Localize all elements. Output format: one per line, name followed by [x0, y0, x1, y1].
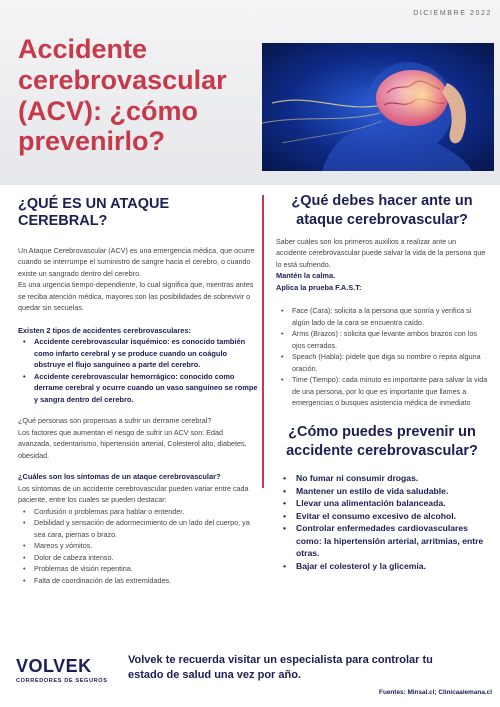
- calm-text: Mantén la calma.: [276, 271, 336, 281]
- section-title-prevent: ¿Cómo puedes prevenir un accidente cerebrovascular?: [286, 423, 478, 459]
- brain-figure-icon: [262, 43, 494, 171]
- date-label: DICIEMBRE 2022: [413, 10, 492, 17]
- intro-paragraph: Un Ataque Cerebrovascular (ACV) es una emergencia médica, que ocurre cuando se interrumpe el suministro de sangre hacia el cerebro, o cuando existe un sangrado dentro del cerebro.: [18, 245, 255, 278]
- prevent-list: [276, 472, 488, 572]
- list-item: • Dolor de cabeza intenso.: [18, 552, 258, 564]
- right-column: [276, 192, 488, 572]
- company-logo: [16, 656, 126, 684]
- list-item: • Llevar una alimentación balanceada.: [276, 497, 488, 510]
- column-divider: [262, 195, 264, 488]
- section-title-what-is: ¿QUÉ ES UN ATAQUE CEREBRAL?: [18, 196, 170, 230]
- risk-question: ¿Qué personas son propensas a sufrir un derrame cerebral?: [18, 416, 212, 426]
- first-aid-intro: Saber cuáles son los primeros auxilios a realizar ante un accidente cerebrovascular puede salvar la vida de la persona que lo está sufriendo.: [276, 236, 486, 269]
- fast-text: Aplica la prueba F.A.S.T:: [276, 282, 362, 292]
- footer-message: Volvek te recuerda visitar un especialista para controlar tu estado de salud una vez por año.: [128, 654, 433, 681]
- logo-subtitle: CORREDORES DE SEGUROS: [16, 678, 108, 684]
- list-item: • Falta de coordinación de las extremidades.: [18, 575, 258, 587]
- list-item: • Controlar enfermedades cardiovasculares como: la hipertensión arterial, arritmias, entre otras.: [276, 522, 488, 560]
- list-item: • Confusión o problemas para hablar o entender.: [18, 506, 258, 518]
- logo-word: VOLVEK: [16, 656, 92, 676]
- list-item: • Mareos y vómitos.: [18, 540, 258, 552]
- list-item: • Time (Tiempo): cada minuto es importante para salvar la vida de una persona, por lo que es importante que llames a emergencias o busques asistencia médica de inmediato: [276, 374, 488, 409]
- list-item: • Arms (Brazos) : solicita que levante ambos brazos con los ojos cerrados.: [276, 328, 488, 351]
- list-item: • Speach (Habla): pídele que diga su nombre o repita alguna oración.: [276, 351, 488, 374]
- symptoms-intro: Los síntomas de un accidente cerebrovascular pueden variar entre cada paciente, entre los cuales se pueden destacar:: [18, 483, 249, 505]
- intro-paragraph-2: Es una urgencia tiempo-dependiente, lo cual significa que, mientras antes se reciba atención médica, mayores son las posibilidades de sobrevivir o quedar sin secuelas.: [18, 280, 254, 313]
- page-title: Accidente cerebrovascular (ACV): ¿cómo prevenirlo?: [18, 34, 227, 157]
- header: [0, 0, 500, 185]
- brain-illustration: [262, 43, 494, 171]
- symptoms-list: [18, 506, 258, 587]
- list-item: • Accidente cerebrovascular isquémico: es conocido también como infarto cerebral y se produce cuando un coágulo obstruye el flujo sanguíneo a parte del cerebro.: [18, 336, 258, 371]
- list-item: • Accidente cerebrovascular hemorrágico: conocido como derrame cerebral y ocurre cuando un vaso sanguíneo se rompe y sangra dentro del cerebro.: [18, 371, 258, 406]
- list-item: • Evitar el consumo excesivo de alcohol.: [276, 510, 488, 523]
- types-list: [18, 336, 258, 405]
- left-column: [18, 196, 258, 586]
- list-item: • Mantener un estilo de vida saludable.: [276, 485, 488, 498]
- list-item: • Problemas de visión repentina.: [18, 563, 258, 575]
- sources-text: Fuentes: Minsal.cl; Clinicaalemana.cl: [379, 689, 492, 696]
- list-item: • Debilidad y sensación de adormecimiento de un lado del cuerpo, ya sea cara, piernas o brazo.: [18, 517, 258, 540]
- section-title-what-to-do: ¿Qué debes hacer ante un ataque cerebrovascular?: [291, 193, 473, 228]
- risk-text: Los factores que aumentan el riesgo de sufrir un ACV son: Edad avanzada, sedentarismo, hipertensión arterial, Colesterol alto, diabetes, obesidad.: [18, 427, 247, 460]
- list-item: • No fumar ni consumir drogas.: [276, 472, 488, 485]
- fast-list: [276, 305, 488, 409]
- types-heading: Existen 2 tipos de accidentes cerebrovasculares:: [18, 325, 191, 335]
- symptoms-heading: ¿Cuáles son los síntomas de un ataque cerebrovascular?: [18, 472, 221, 482]
- list-item: • Bajar el colesterol y la glicemia.: [276, 560, 488, 573]
- list-item: • Face (Cara): solicita a la persona que sonría y verifica si algún lado de la cara se encuentra caído.: [276, 305, 488, 328]
